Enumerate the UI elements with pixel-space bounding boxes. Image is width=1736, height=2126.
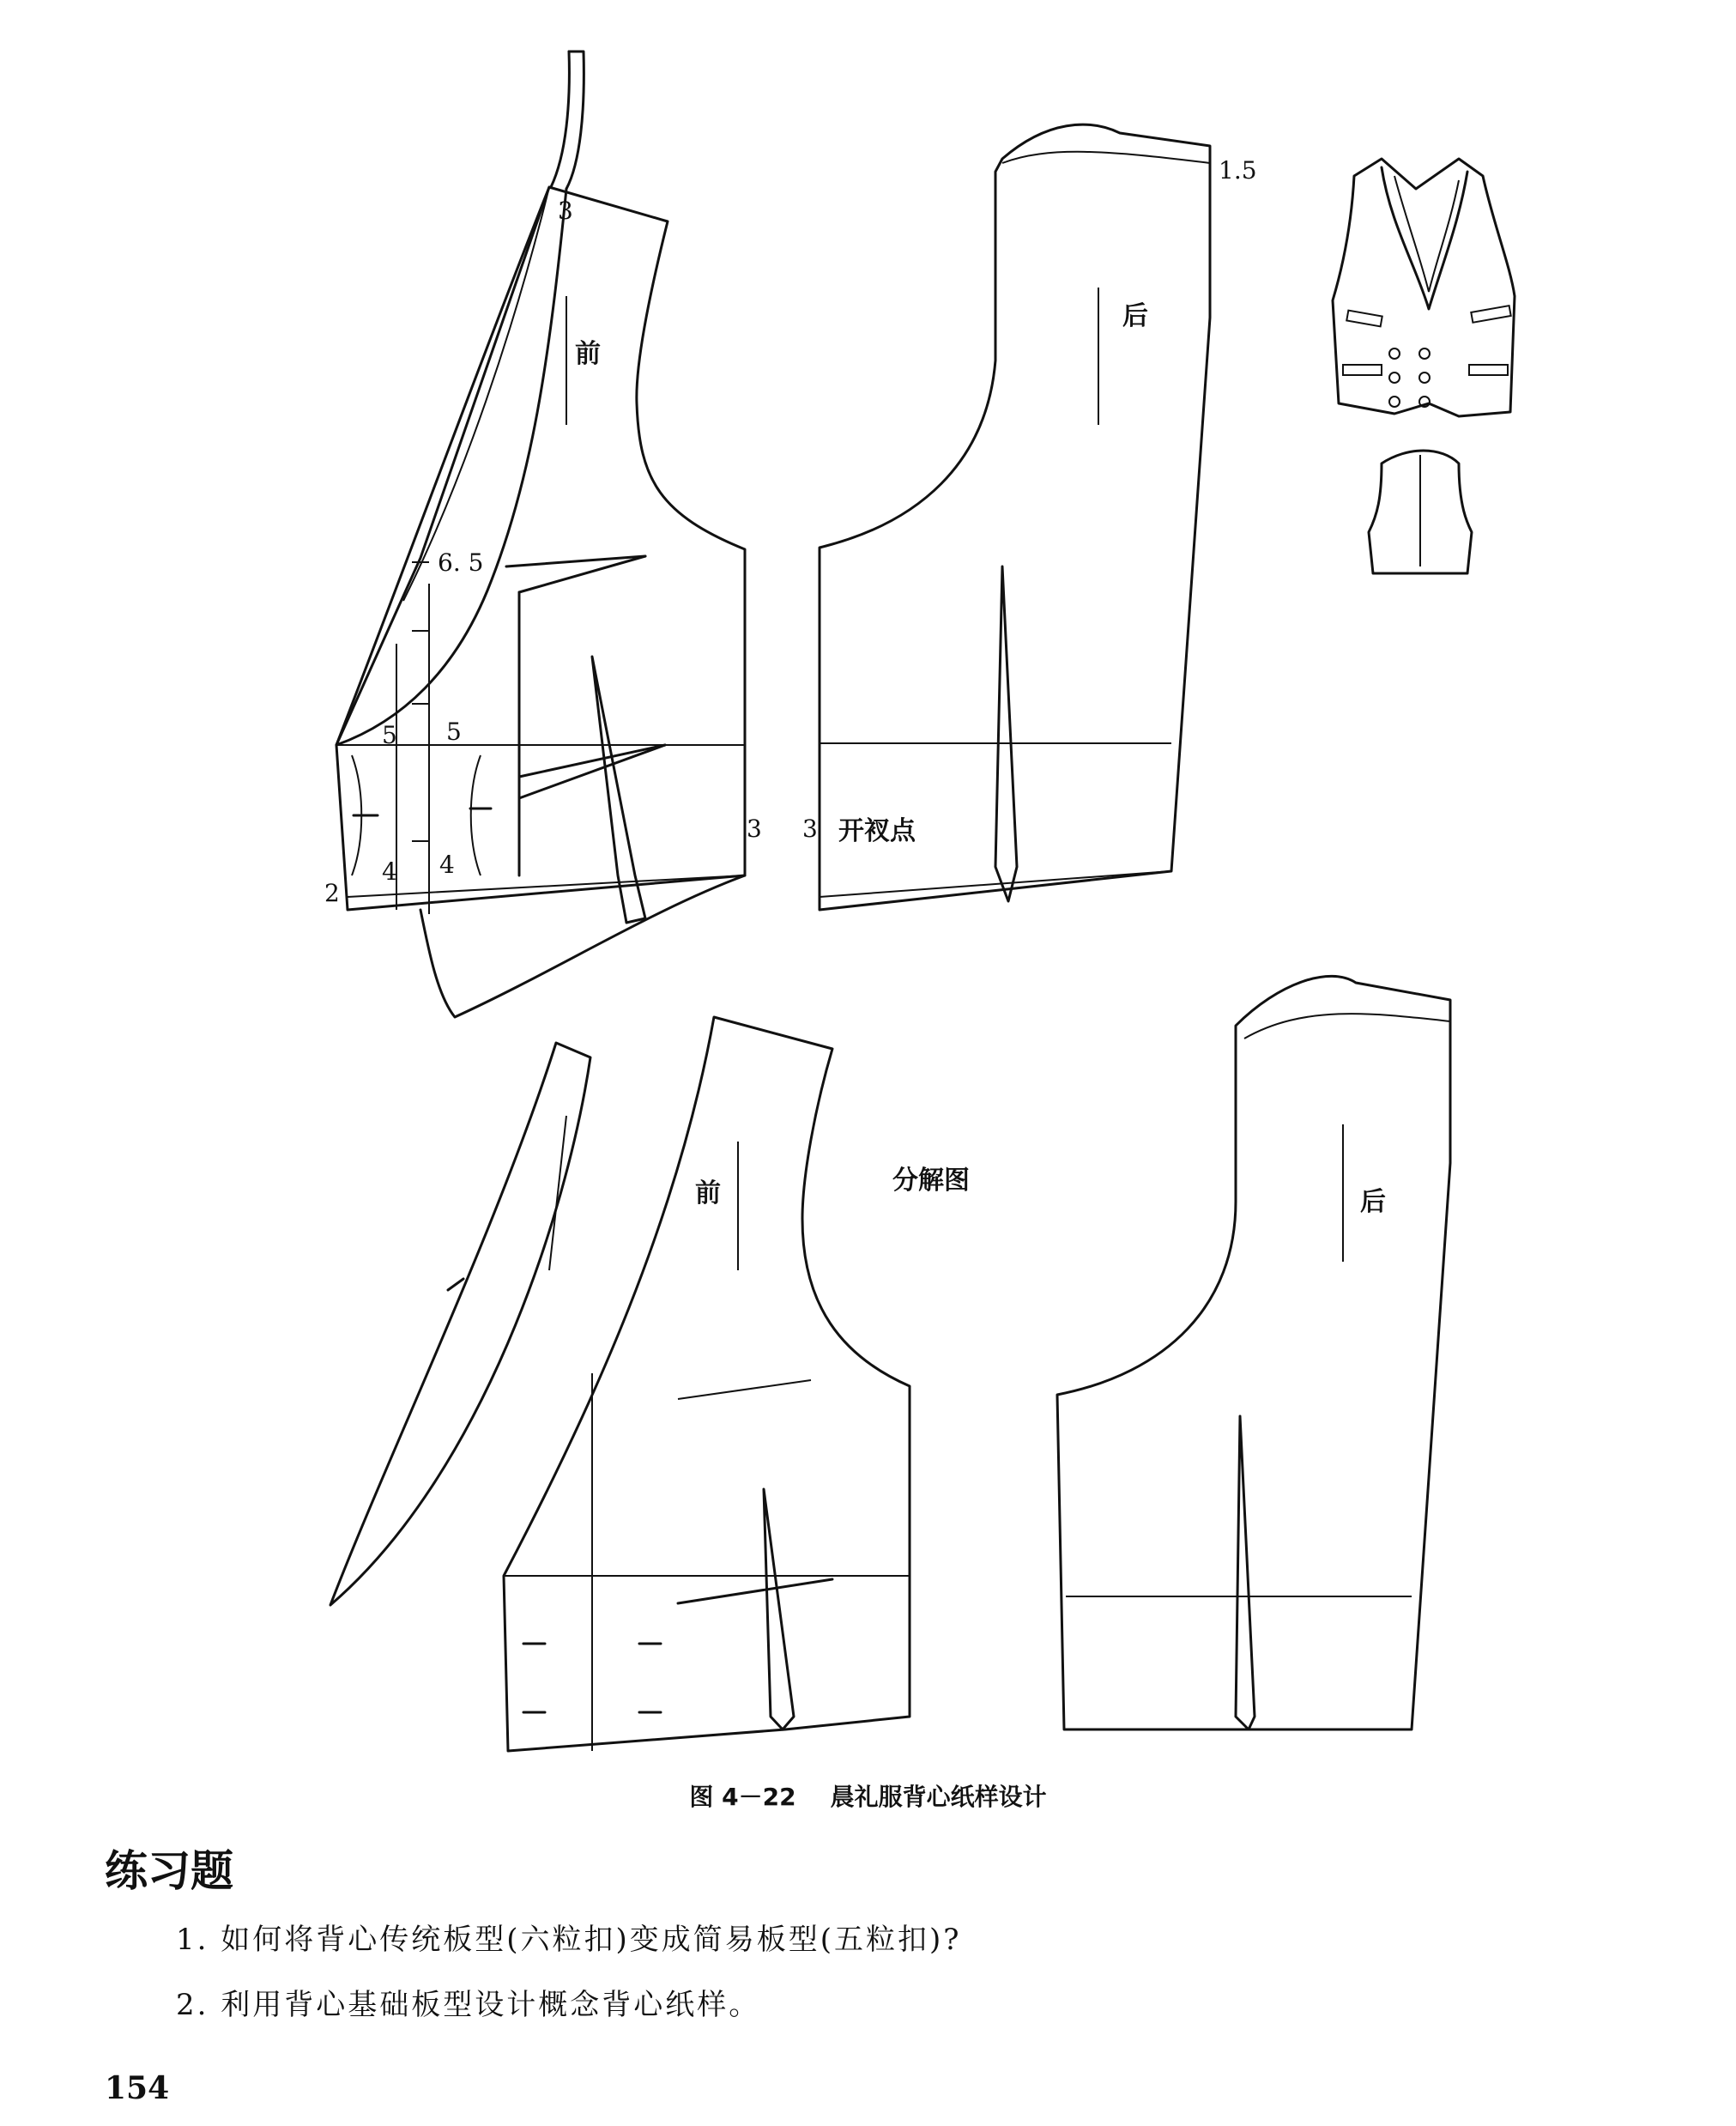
lapel-facing-piece: [330, 1043, 590, 1605]
side-left-measure: 3: [747, 815, 762, 843]
back-piece: [802, 124, 1257, 910]
lapel-top-measure: 3: [558, 197, 573, 225]
neck-drop-measure: 1.5: [1219, 156, 1257, 185]
vent-point-label: 开衩点: [838, 816, 916, 846]
back-label-bottom: 后: [1360, 1187, 1386, 1217]
pocket-right-measure: 5: [446, 718, 462, 746]
page-number: 154: [105, 2070, 170, 2106]
figure-caption: [0, 1778, 1736, 1813]
back-label-top: 后: [1122, 301, 1148, 331]
exercise-item-2: 2. 利用背心基础板型设计概念背心纸样。: [176, 1988, 761, 2022]
figure-caption-title: 晨礼服背心纸样设计: [830, 1783, 1047, 1811]
back-piece-exploded: [1057, 976, 1450, 1729]
front-label-bottom: 前: [695, 1178, 721, 1208]
lapel-width-measure: 6. 5: [438, 548, 484, 577]
vest-sketch: [1333, 159, 1515, 573]
exercises-heading: 练习题: [105, 1846, 233, 1896]
exercise-item-1: 1. 如何将背心传统板型(六粒扣)变成简易板型(五粒扣)?: [176, 1923, 962, 1957]
hem-left-measure: 4: [382, 857, 397, 886]
pocket-left-measure: 5: [382, 721, 397, 749]
hem-right-measure: 4: [439, 851, 455, 879]
exploded-view-label: 分解图: [892, 1166, 970, 1196]
front-piece-exploded: [504, 1017, 970, 1751]
front-piece-construction: [324, 51, 762, 1017]
side-right-measure: 3: [802, 815, 818, 843]
hem-drop-measure: 2: [324, 879, 340, 907]
figure-caption-number: 图 4－22: [689, 1783, 796, 1811]
front-label-top: 前: [575, 339, 601, 369]
